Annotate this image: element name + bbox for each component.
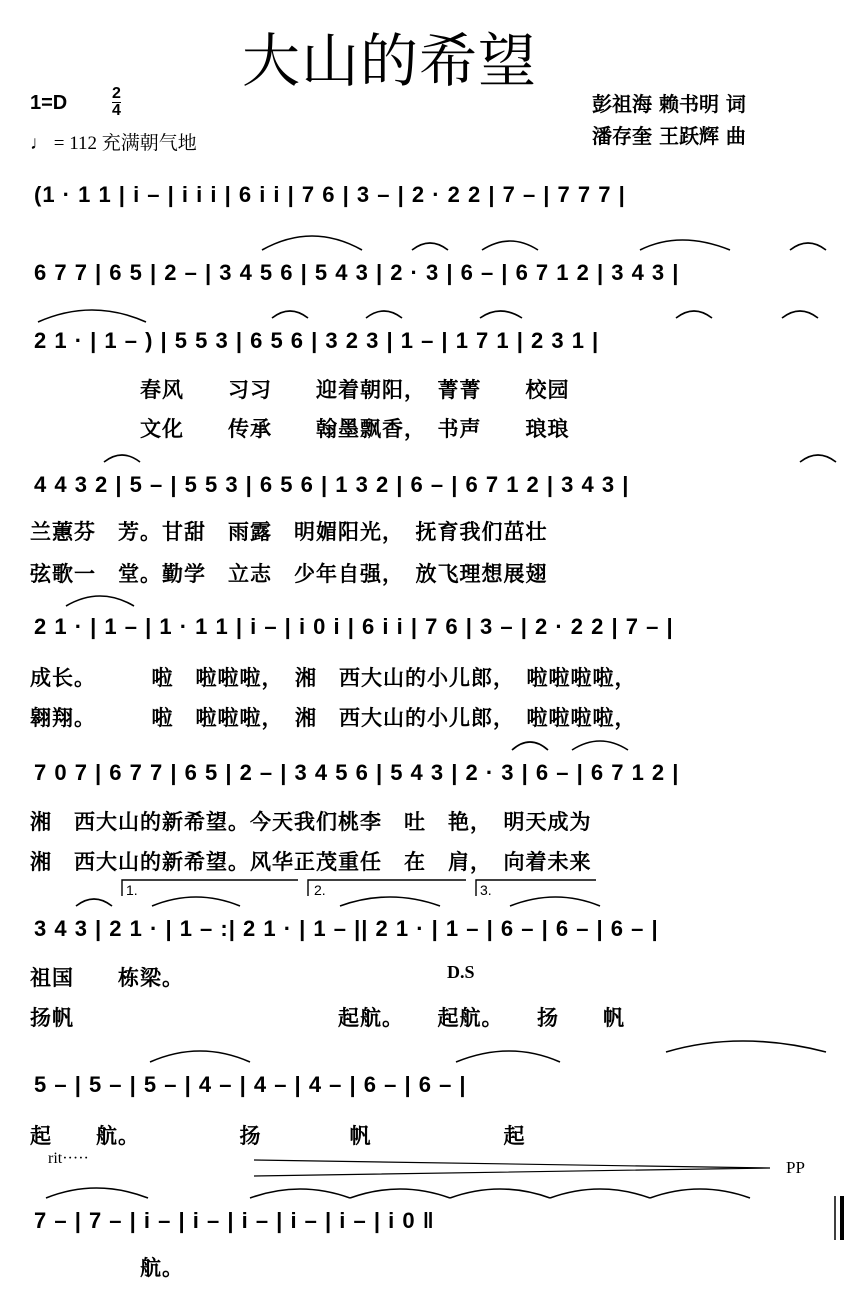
slur bbox=[340, 897, 440, 906]
notes: 6 7 7 | 6 5 | 2 – | 3 4 5 6 | 5 4 3 | 2 · 3 | 6 – | 6 7 1 2 | 3 4 3 | bbox=[34, 260, 680, 285]
lyric-line: 扬帆 起航。 起航。 扬 帆 bbox=[30, 1006, 625, 1030]
staff-line-2 bbox=[0, 260, 863, 320]
slur bbox=[150, 1051, 250, 1062]
tempo-marking: ♩ = 112 充满朝气地 bbox=[30, 133, 197, 154]
lyric-line: 弦歌一 堂。勤学 立志 少年自强， 放飞理想展翅 bbox=[30, 562, 548, 586]
slur bbox=[456, 1051, 560, 1062]
volta-2-label: 2. bbox=[314, 882, 326, 898]
slur bbox=[572, 741, 628, 750]
diminuendo-hairpin bbox=[254, 1160, 770, 1176]
notes: 4 4 3 2 | 5 – | 5 5 3 | 6 5 6 | 1 3 2 | 6 – | 6 7 1 2 | 3 4 3 | bbox=[34, 472, 630, 497]
ds-mark: D.S bbox=[447, 962, 475, 982]
composers: 潘存奎 王跃辉 曲 bbox=[592, 124, 746, 148]
volta-1-label: 1. bbox=[126, 882, 138, 898]
lyricists: 彭祖海 赖书明 词 bbox=[592, 92, 746, 116]
slur bbox=[104, 455, 140, 462]
slur bbox=[66, 596, 134, 606]
volta-bracket bbox=[308, 880, 466, 896]
lyric-line: 翱翔。 啦 啦啦啦， 湘 西大山的小儿郎， 啦啦啦啦， bbox=[30, 706, 637, 730]
key-signature: 1=D bbox=[30, 92, 68, 114]
lyric-line: 祖国 栋梁。 bbox=[30, 966, 184, 990]
slur bbox=[152, 897, 240, 906]
volta-bracket bbox=[122, 880, 298, 896]
slur bbox=[46, 1188, 148, 1198]
time-top: 2 bbox=[112, 85, 121, 102]
song-title: 大山的希望 bbox=[242, 27, 538, 95]
notes: 7 0 7 | 6 7 7 | 6 5 | 2 – | 3 4 5 6 | 5 4 3 | 2 · 3 | 6 – | 6 7 1 2 | bbox=[34, 760, 680, 785]
lyric-line: 春风 习习 迎着朝阳， 菁菁 校园 bbox=[30, 378, 570, 402]
staff-line-1 bbox=[0, 182, 863, 242]
lyric-line: 航。 bbox=[30, 1256, 184, 1280]
slur bbox=[512, 742, 548, 750]
rit-mark: rit····· bbox=[48, 1150, 89, 1167]
notes: 2 1 · | 1 – | 1 · 1 1 | i – | i 0 i | 6 i i | 7 6 | 3 – | 2 · 2 2 | 7 – | bbox=[34, 614, 674, 639]
time-signature bbox=[112, 86, 121, 119]
notes: 2 1 · | 1 – ) | 5 5 3 | 6 5 6 | 3 2 3 | 1 – | 1 7 1 | 2 3 1 | bbox=[34, 328, 600, 353]
dynamic-pp: PP bbox=[786, 1158, 805, 1177]
slur bbox=[666, 1041, 826, 1052]
slur bbox=[800, 455, 836, 462]
slur bbox=[510, 897, 600, 906]
notes: 5 – | 5 – | 5 – | 4 – | 4 – | 4 – | 6 – | 6 – | bbox=[34, 1072, 467, 1097]
slur bbox=[250, 1189, 350, 1198]
time-bottom: 4 bbox=[112, 102, 121, 119]
credits bbox=[592, 88, 746, 152]
slur bbox=[482, 241, 538, 250]
volta-3-label: 3. bbox=[480, 882, 492, 898]
notes: 3 4 3 | 2 1 · | 1 – :| 2 1 · | 1 – || 2 1 · | 1 – | 6 – | 6 – | 6 – | bbox=[34, 916, 659, 941]
slur bbox=[450, 1189, 550, 1198]
slur bbox=[76, 899, 112, 906]
notes: (1 · 1 1 | i – | i i i | 6 i i | 7 6 | 3 – | 2 · 2 2 | 7 – | 7 7 7 | bbox=[34, 182, 626, 207]
slur bbox=[550, 1189, 650, 1198]
lyric-line: 湘 西大山的新希望。今天我们桃李 吐 艳， 明天成为 bbox=[30, 810, 592, 834]
volta-bracket bbox=[476, 880, 596, 896]
volta-brackets bbox=[122, 880, 596, 896]
lyric-line: 成长。 啦 啦啦啦， 湘 西大山的小儿郎， 啦啦啦啦， bbox=[30, 666, 637, 690]
slur bbox=[650, 1189, 750, 1198]
lyric-line: 兰蕙芬 芳。甘甜 雨露 明媚阳光， 抚育我们茁壮 bbox=[30, 520, 548, 544]
slur bbox=[350, 1189, 450, 1198]
hairpin bbox=[254, 1160, 770, 1176]
slur bbox=[790, 243, 826, 250]
lyric-line: 文化 传承 翰墨飘香， 书声 琅琅 bbox=[30, 417, 570, 441]
lyric-line: 起 航。 扬 帆 起 bbox=[30, 1124, 526, 1148]
notes: 7 – | 7 – | i – | i – | i – | i – | i – | i 0 ‖ bbox=[34, 1208, 435, 1233]
lyric-line: 湘 西大山的新希望。风华正茂重任 在 肩， 向着未来 bbox=[30, 850, 592, 874]
slur bbox=[412, 243, 448, 250]
